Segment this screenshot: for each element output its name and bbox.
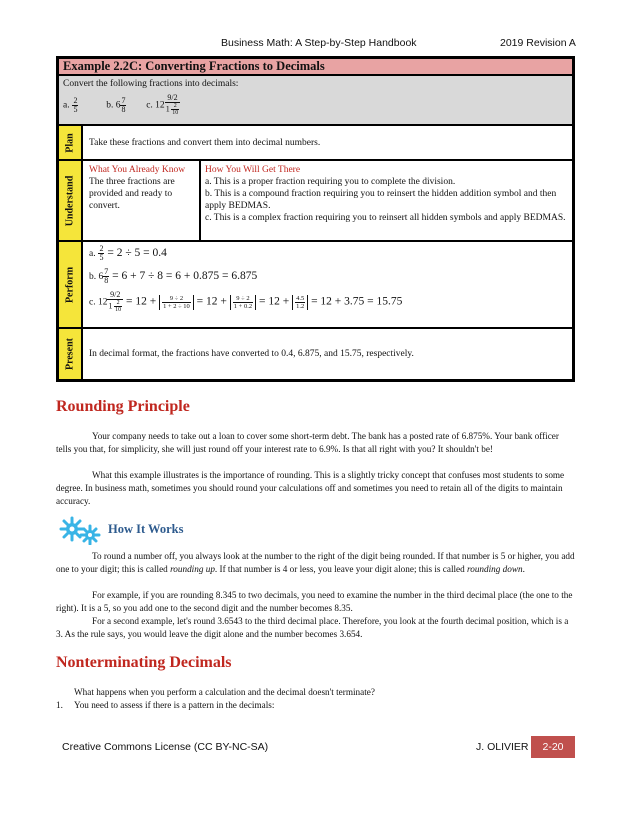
understand-label: Understand [59,161,83,240]
how-paragraph-3: For a second example, let's round 3.6543 to the third decimal place. Therefore, you look at the fourth decimal position, which is a 3. As the rule says, you would leave the digit alone and the number becomes 3.654. [56,616,569,640]
nonterminating-heading: Nonterminating Decimals [56,654,232,671]
perform-row [59,242,572,327]
approach-header: How You Will Get There [205,165,301,175]
approach-c: c. This is a complex fraction requiring you to reinsert all hidden symbols and apply BEDMAS. [205,213,566,223]
page-number-badge: 2-20 [531,736,575,758]
rounding-paragraph-1: Your company needs to take out a loan to cover some short-term debt. The bank has a posted rate of 6.875%. Your bank officer tells you that, for simplicity, she will just round off your interest rate to 6.9%. Is that all right with you? It shouldn't be! [56,431,559,455]
item-b-label: b. 6 [106,100,121,111]
how-it-works-heading: How It Works [108,522,184,536]
present-label: Present [59,329,83,379]
perform-label: Perform [59,242,83,327]
rounding-heading: Rounding Principle [56,398,190,415]
rounding-paragraph-2: What this example illustrates is the importance of rounding. This is a slightly tricky concept that confuses most students to some degree. In business math, sometimes you should round your calculations off and sometimes you need to retain all of the digits to maintain accuracy. [56,470,565,507]
question-items [63,94,568,116]
item-a-label: a. [63,100,70,111]
plan-label: Plan [59,126,83,159]
question-text: Convert the following fractions into decimals: [63,79,239,89]
item-b-fraction: $\frac{7}{8}$ [121,95,126,114]
approach-a: a. This is a proper fraction requiring you to complete the division. [205,177,456,187]
gears-icon [58,515,102,545]
how-paragraph-1: To round a number off, you always look at the number to the right of the digit being rounded. If that number is 5 or higher, you add one to your digit; this is called rounding up. If that number is 4 or less, you leave your digit alone; this is called rounding down. [56,551,575,575]
approach-column [201,161,572,227]
plan-row [59,126,572,159]
license-text: Creative Commons License (CC BY-NC-SA) [62,741,269,753]
known-text: The three fractions are provided and ready to convert. [89,177,175,211]
example-title: Example 2.2C: Converting Fractions to Decimals [59,59,572,76]
item-a-fraction: $\frac{2}{5}$ [73,95,78,114]
understand-row [59,161,572,240]
perform-b: b. 6 $\frac{7}{8}$ = 6 + 7 ÷ 8 = 6 + 0.875 = 6.875 [89,267,258,285]
present-row [59,329,572,379]
nonterminating-list-item-1: 1. You need to assess if there is a pattern in the decimals: [56,700,275,710]
example-box [56,56,575,382]
item-c-fraction: 9/2 1 $\frac{2}{10}$ [165,93,179,116]
known-column [83,161,201,240]
plan-text: Take these fractions and convert them into decimal numbers. [89,138,321,148]
known-header: What You Already Know [89,165,186,175]
perform-content [89,245,566,313]
present-text: In decimal format, the fractions have converted to 0.4, 6.875, and 15.75, respectively. [89,349,414,359]
author-name: J. OLIVIER [476,741,529,753]
perform-c: c. 12 9/2 1 $\frac{2}{10}$ = 12 + $\frac{9 \div 2}{1 + 2 \div 10}$ = 12 + $\frac{9 \div 2}{1 + 0.2}$ = 12 + $\frac{4.5}{1.2}$ = 12 + 3.75 = 15.75 [89,290,403,313]
item-c-label: c. 12 [146,100,165,111]
perform-a: a. $\frac{2}{5}$ = 2 ÷ 5 = 0.4 [89,244,167,262]
book-title: Business Math: A Step-by-Step Handbook [221,37,417,49]
how-paragraph-2: For example, if you are rounding 8.345 to two decimals, you need to examine the number in the third decimal place (the one to the right). It is a 5, so you add one to the second digit and the number becomes 8.35. [56,590,573,614]
approach-b: b. This is a compound fraction requiring you to reinsert the hidden addition symbol and then apply BEDMAS. [205,189,557,211]
example-question [59,76,572,124]
nonterminating-paragraph: What happens when you perform a calculation and the decimal doesn't terminate? [74,687,375,697]
revision-label: 2019 Revision A [500,37,576,49]
